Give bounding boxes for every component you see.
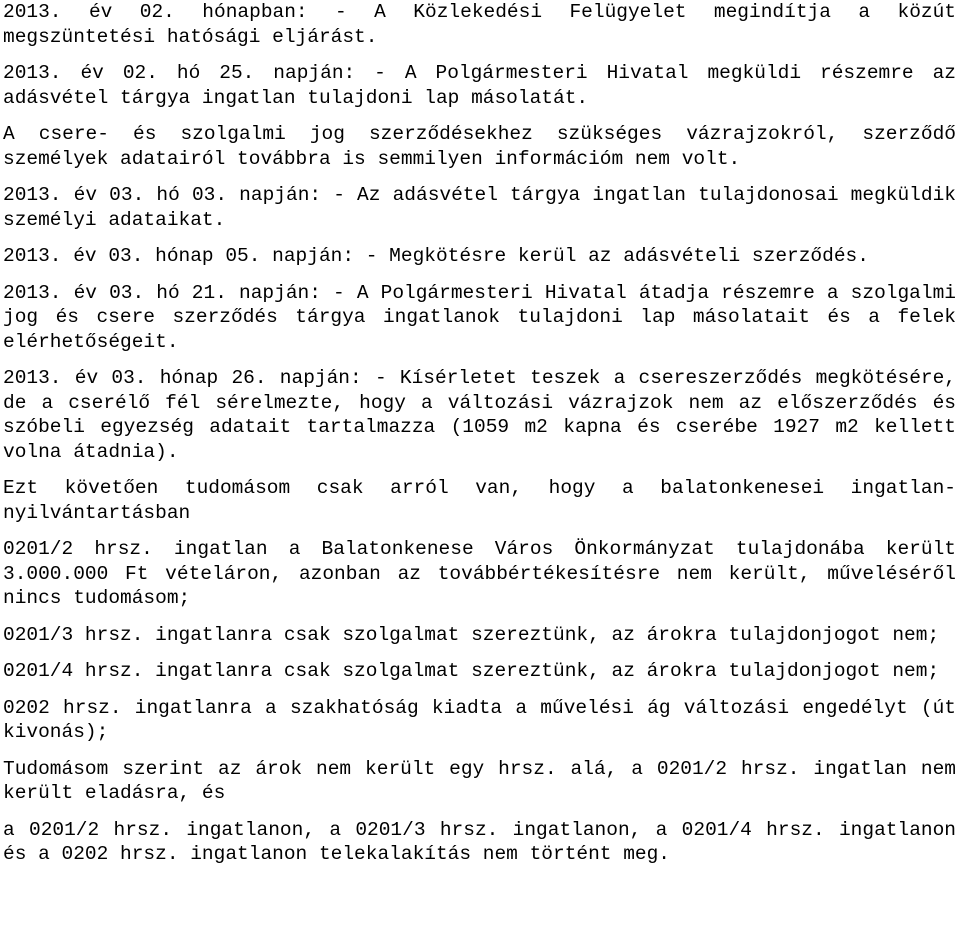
paragraph-9: 0201/2 hrsz. ingatlan a Balatonkenese Város Önkormányzat tulajdonába került 3.000.000 Ft vételáron, azonban az továbbértékesítésre nem került, műveléséről nincs tudomásom; xyxy=(3,538,956,609)
paragraph-13: Tudomásom szerint az árok nem került egy hrsz. alá, a 0201/2 hrsz. ingatlan nem került eladásra, és xyxy=(3,757,956,804)
paragraph-5: 2013. év 03. hónap 05. napján: - Megkötésre kerül az adásvételi szerződés. xyxy=(3,245,869,267)
paragraph-1: 2013. év 02. hónapban: - A Közlekedési Felügyelet megindítja a közút megszüntetési hatósági eljárást. xyxy=(3,1,956,48)
paragraph-2: 2013. év 02. hó 25. napján: - A Polgármesteri Hivatal megküldi részemre az adásvétel tárgya ingatlan tulajdoni lap másolatát. xyxy=(3,62,956,109)
paragraph-8: Ezt követően tudomásom csak arról van, hogy a balatonkenesei ingatlan-nyilvántartásban xyxy=(3,477,956,524)
paragraph-6: 2013. év 03. hó 21. napján: - A Polgármesteri Hivatal átadja részemre a szolgalmi jog és csere szerződés tárgya ingatlanok tulajdoni lap másolatait és a felek elérhetőségeit. xyxy=(3,281,956,353)
paragraph-4: 2013. év 03. hó 03. napján: - Az adásvétel tárgya ingatlan tulajdonosai megküldik személyi adataikat. xyxy=(3,184,956,231)
paragraph-11: 0201/4 hrsz. ingatlanra csak szolgalmat szereztünk, az árokra tulajdonjogot nem; xyxy=(3,660,940,682)
paragraph-3: A csere- és szolgalmi jog szerződésekhez szükséges vázrajzokról, szerződő személyek adatairól továbbra is semmilyen információm nem volt. xyxy=(3,123,956,170)
paragraph-10: 0201/3 hrsz. ingatlanra csak szolgalmat szereztünk, az árokra tulajdonjogot nem; xyxy=(3,623,940,646)
document-page xyxy=(3,0,956,879)
paragraph-14: a 0201/2 hrsz. ingatlanon, a 0201/3 hrsz. ingatlanon, a 0201/4 hrsz. ingatlanon és a 0202 hrsz. ingatlanon telekalakítás nem történt meg. xyxy=(3,818,956,865)
paragraph-7: 2013. év 03. hónap 26. napján: - Kísérletet teszek a csereszerződés megkötésére, de a cserélő fél sérelmezte, hogy a változási vázrajzok nem az előszerződés és szóbeli egyezség adatait tartalmazza (1059 m2 kapna és cserébe 1927 m2 kellett volna átadnia). xyxy=(3,367,956,463)
paragraph-12: 0202 hrsz. ingatlanra a szakhatóság kiadta a művelési ág változási engedélyt (út kivonás); xyxy=(3,696,956,743)
